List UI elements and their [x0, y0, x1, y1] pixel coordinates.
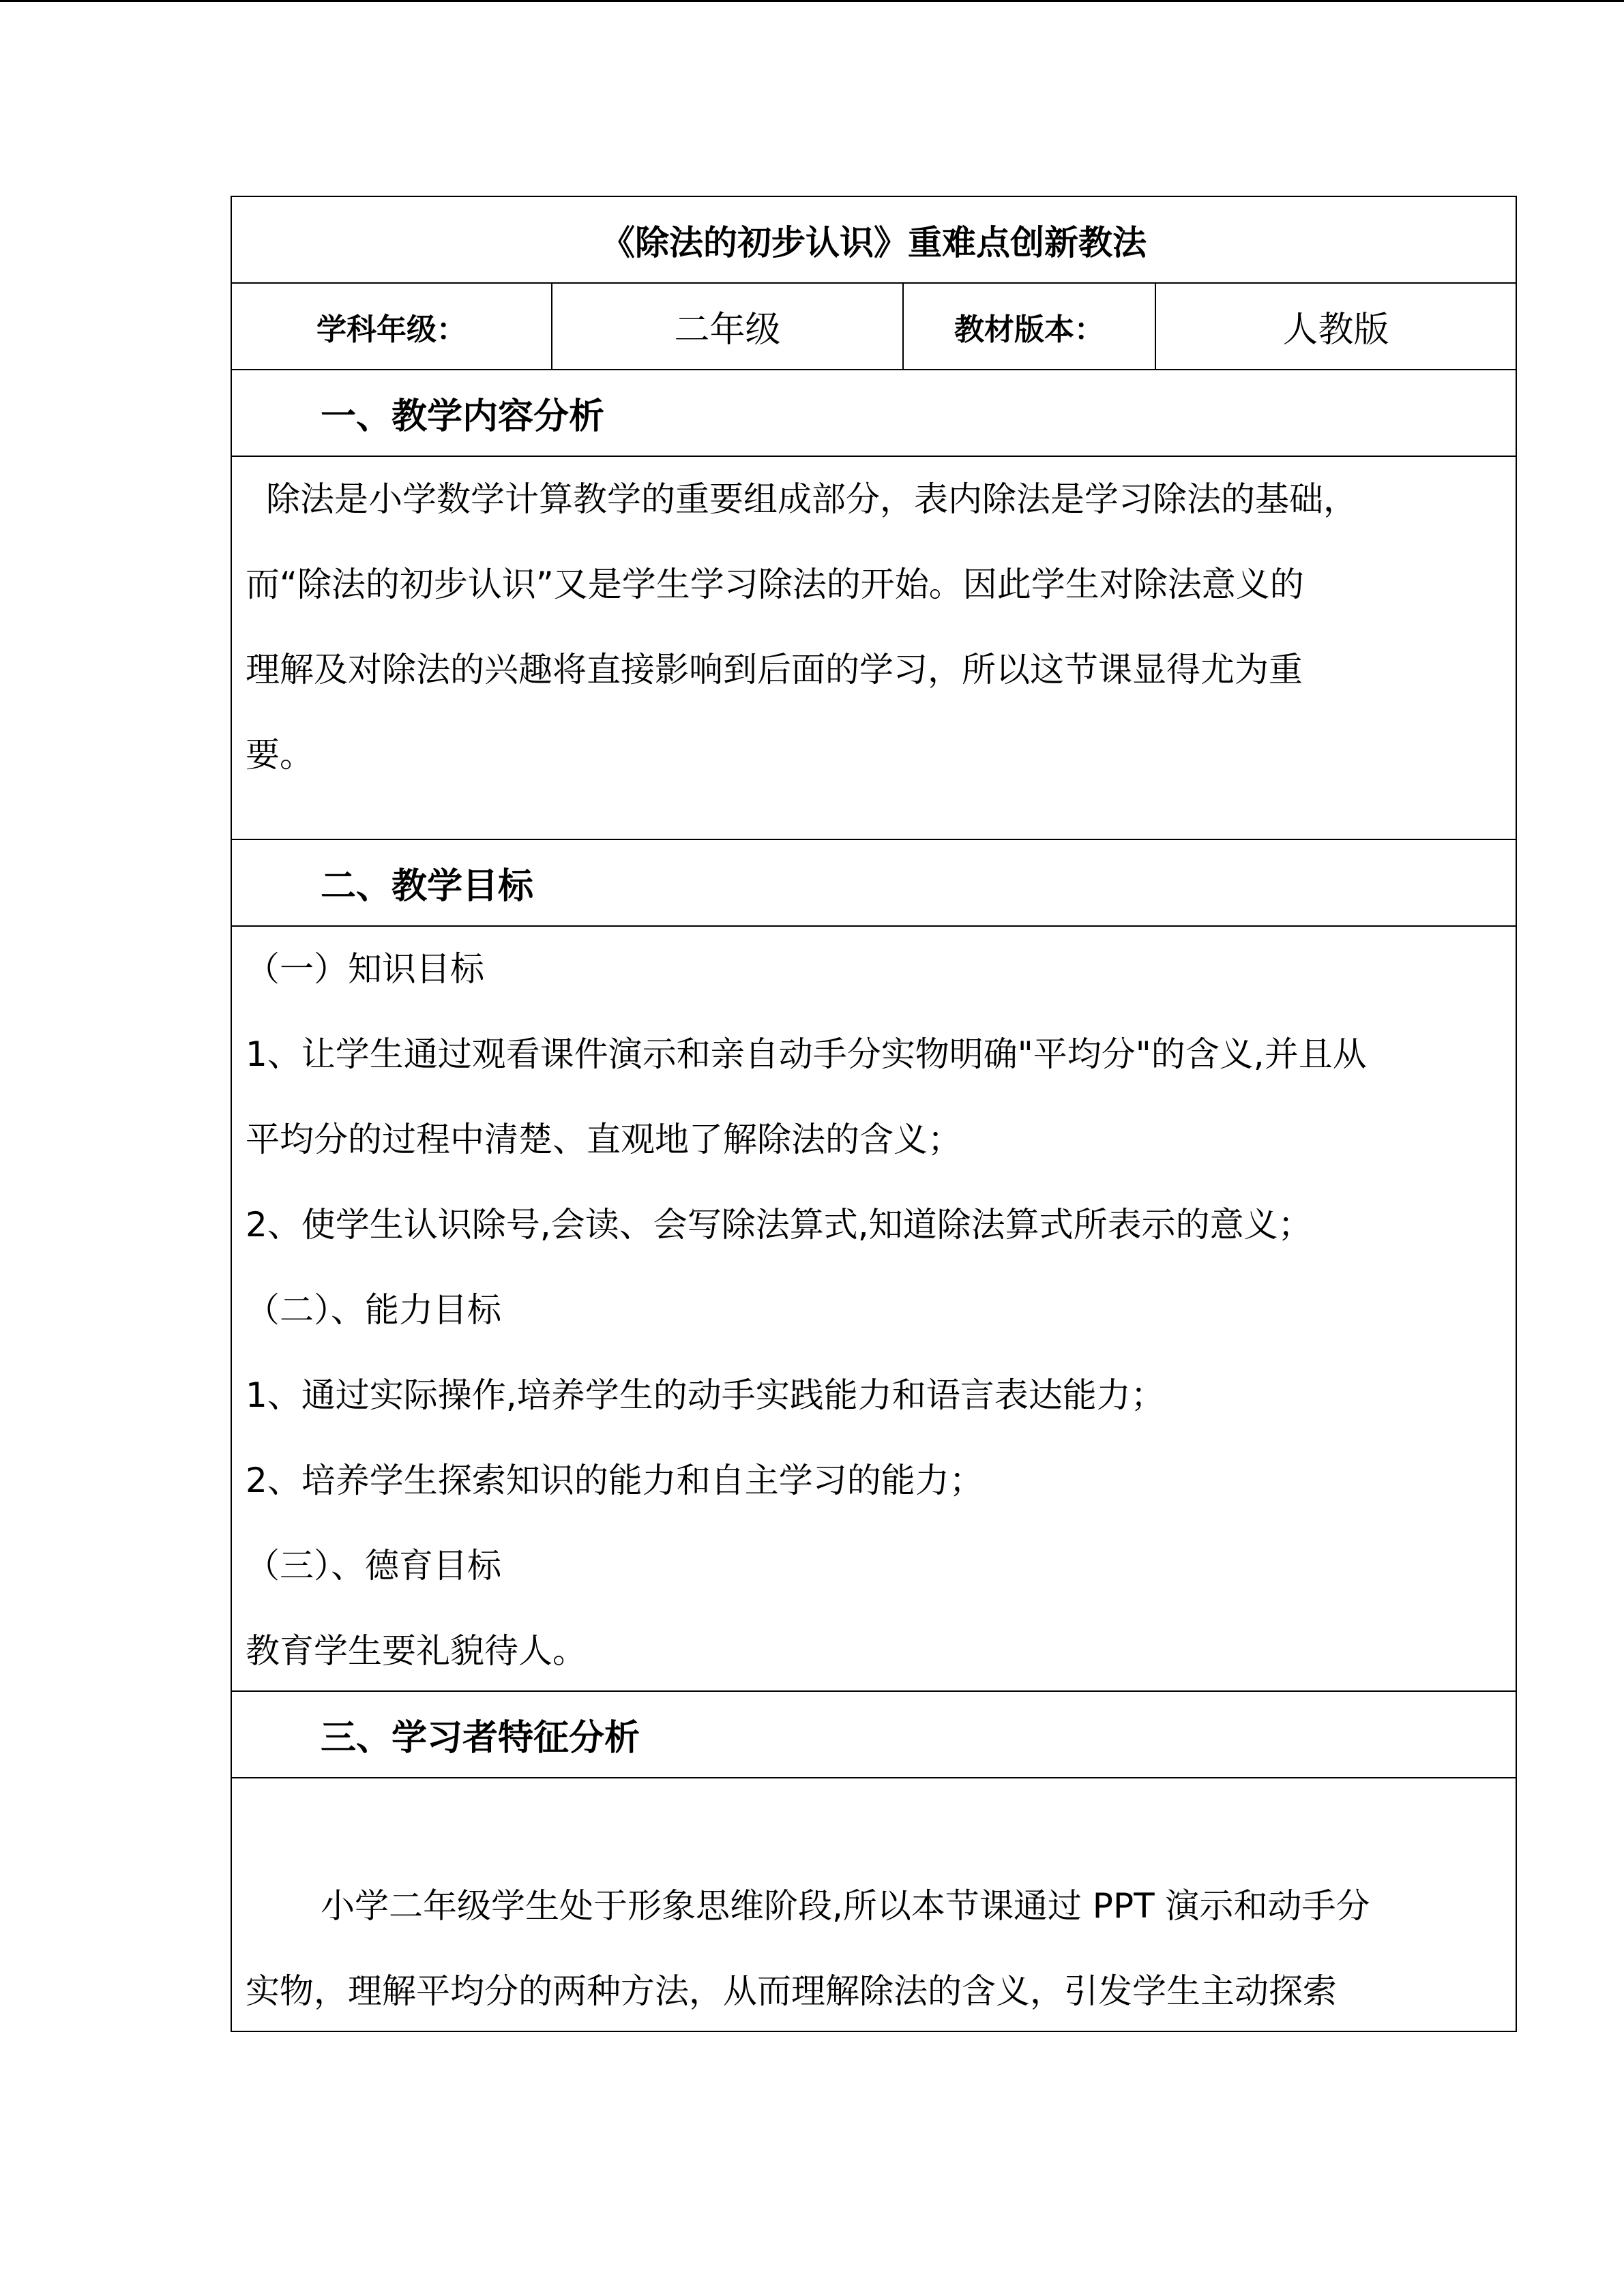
section-heading-learner-analysis: 三、学习者特征分析 [231, 1691, 1516, 1778]
textbook-edition-value: 人教版 [1155, 283, 1516, 370]
objective-line: 1、让学生通过观看课件演示和亲自动手分实物明确"平均分"的含义,并且从 [246, 1034, 1367, 1074]
objective-line: 2、使学生认识除号,会读、会写除法算式,知道除法算式所表示的意义； [246, 1205, 1312, 1244]
textbook-edition-label: 教材版本： [903, 283, 1155, 370]
objective-subheading-ability: （二）、能力目标 [246, 1290, 501, 1330]
content-analysis-line: 要。 [246, 735, 314, 775]
learner-analysis-line: 小学二年级学生处于形象思维阶段,所以本节课通过 PPT 演示和动手分 [321, 1886, 1370, 1926]
objective-line: 教育学生要礼貌待人。 [246, 1631, 587, 1671]
teaching-objectives-body [231, 926, 1516, 1691]
section-heading-teaching-objectives: 二、教学目标 [231, 839, 1516, 926]
objective-line: 1、通过实际操作,培养学生的动手实践能力和语言表达能力； [246, 1375, 1165, 1415]
objective-line: 2、培养学生探索知识的能力和自主学习的能力； [246, 1461, 984, 1500]
content-analysis-line: 理解及对除法的兴趣将直接影响到后面的学习，所以这节课显得尤为重 [246, 650, 1303, 689]
content-analysis-line: 除法是小学数学计算教学的重要组成部分，表内除法是学习除法的基础， [266, 479, 1357, 519]
objective-line: 平均分的过程中清楚、直观地了解除法的含义； [246, 1120, 962, 1159]
section-heading-content-analysis: 一、教学内容分析 [231, 370, 1516, 456]
document-title: 《除法的初步认识》重难点创新教法 [231, 196, 1516, 283]
subject-grade-label: 学科年级： [231, 283, 552, 370]
subject-grade-value: 二年级 [552, 283, 903, 370]
objective-subheading-moral: （三）、德育目标 [246, 1546, 501, 1585]
content-analysis-line: 而“除法的初步认识”又是学生学习除法的开始。因此学生对除法意义的 [246, 565, 1304, 604]
learner-analysis-line: 实物，理解平均分的两种方法，从而理解除法的含义，引发学生主动探索 [246, 1971, 1337, 2011]
lesson-plan-table [231, 196, 1517, 2032]
objective-subheading-knowledge: （一）知识目标 [246, 949, 484, 989]
content-analysis-body [231, 456, 1516, 839]
page-top-rule [0, 0, 1624, 2]
learner-analysis-body [231, 1778, 1516, 2031]
